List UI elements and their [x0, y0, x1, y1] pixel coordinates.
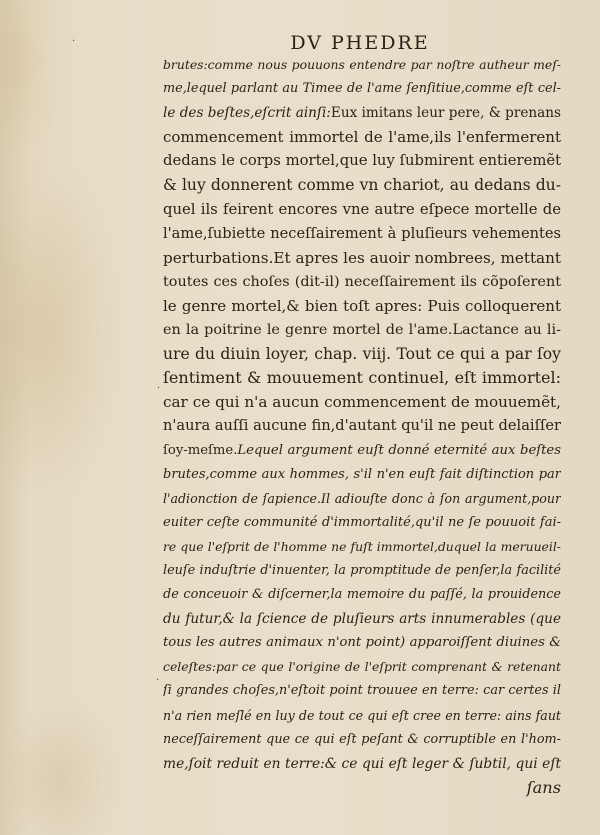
text-line	[163, 414, 561, 438]
roman-text: car ce qui n'a aucun commencement de mouuemẽt,	[163, 393, 561, 412]
italic-text: me,lequel parlant au Timee de l'ame ſenſitiue,comme eſt cel-	[163, 81, 561, 97]
italic-text: n'a rien meſlé en luy de tout ce qui eſt cree en terre: ains faut	[163, 707, 561, 723]
text-line	[163, 559, 561, 583]
text-line	[163, 270, 561, 294]
text-line	[163, 607, 561, 631]
text-line	[163, 173, 561, 197]
text-line	[163, 439, 561, 463]
italic-text: de conceuoir & diſcerner,la memoire du paſſé, la prouidence	[163, 587, 561, 603]
text-line	[163, 294, 561, 318]
text-line	[163, 583, 561, 607]
text-line	[163, 342, 561, 366]
italic-text: l'adionction de ſapience.Il adiouſte donc à ſon argument,pour	[163, 490, 561, 506]
margin-mark: ·	[72, 36, 76, 47]
text-line	[163, 463, 561, 487]
roman-text: toutes ces choſes (dit-il) neceſſairement ils cõpoſerent	[163, 273, 561, 290]
roman-text: commencement immortel de l'ame,ils l'enfermerent	[163, 128, 561, 147]
text-line	[163, 366, 561, 390]
italic-text: ſi grandes choſes,n'eſtoit point trouuee en terre: car certes il	[163, 683, 561, 699]
text-line	[163, 704, 561, 728]
roman-text: Eux imitans leur pere, & prenans	[330, 105, 561, 122]
text-line	[163, 487, 561, 511]
text-line	[163, 77, 561, 101]
text-line	[163, 679, 561, 703]
margin-mark: ·	[157, 383, 161, 394]
text-line	[163, 728, 561, 752]
text-line	[163, 535, 561, 559]
italic-text: re que l'eſprit de l'homme ne fuſt immortel,duquel la meruueil-	[163, 538, 561, 554]
text-line	[163, 318, 561, 342]
italic-text: du futur,& la ſcience de pluſieurs arts innumerables (que	[163, 611, 561, 628]
text-line	[163, 198, 561, 222]
running-header: DV PHEDRE	[290, 32, 430, 54]
text-line	[163, 511, 561, 535]
text-line	[163, 149, 561, 173]
text-line	[163, 125, 561, 149]
italic-text: leuſe induſtrie d'inuenter, la promptitude de penſer,la facilité	[163, 562, 561, 578]
catchword: ſans	[526, 777, 561, 797]
margin-mark: ·	[156, 675, 160, 686]
text-line	[163, 390, 561, 414]
italic-text: celeſtes:par ce que l'origine de l'eſprit comprenant & retenant	[163, 659, 561, 675]
text-line	[163, 101, 561, 125]
body-text	[163, 53, 561, 800]
roman-text: l'ame,ſubiette neceſſairement à pluſieurs vehementes	[163, 224, 561, 242]
text-line	[163, 655, 561, 679]
roman-text: quel ils feirent encores vne autre eſpece mortelle de	[163, 200, 561, 218]
italic-text: euiter ceſte communité d'immortalité,qu'il ne ſe pouuoit fai-	[163, 514, 561, 530]
italic-text: brutes:comme nous pouuons entendre par noſtre autheur meſ-	[163, 57, 561, 72]
italic-text: me,ſoit reduit en terre:& ce qui eſt leger & ſubtil, qui eſt	[163, 755, 561, 772]
roman-text: le genre mortel,& bien toſt apres: Puis colloquerent	[163, 296, 561, 315]
roman-text: & luy donnerent comme vn chariot, au dedans du-	[163, 176, 561, 195]
text-line	[163, 222, 561, 246]
text-line	[163, 246, 561, 270]
text-line	[163, 631, 561, 655]
roman-text: n'aura auſſi aucune fin,d'autant qu'il ne peut delaiſſer	[163, 417, 561, 435]
italic-text: brutes,comme aux hommes, s'il n'en euſt fait diſtinction par	[163, 466, 561, 482]
roman-text: dedans le corps mortel,que luy ſubmirent entieremẽt	[163, 152, 561, 170]
roman-text: en la poitrine le genre mortel de l'ame.Lactance au li-	[163, 322, 561, 339]
italic-text: neceſſairement que ce qui eſt peſant & corruptible en l'hom-	[163, 731, 561, 747]
italic-text: tous les autres animaux n'ont point) apparoiſſent diuines &	[163, 635, 561, 651]
text-line	[163, 53, 561, 77]
italic-text: le des beſtes,eſcrit ainſi:	[163, 105, 331, 122]
roman-text: ſoy-meſme.	[163, 442, 238, 458]
roman-text: perturbations.Et apres les auoir nombrees, mettant	[163, 248, 561, 267]
text-line	[163, 752, 561, 776]
italic-text: Lequel argument euſt donné eternité aux beſtes	[237, 442, 561, 458]
roman-text: ſentiment & mouuement continuel, eſt immortel:	[163, 368, 561, 388]
roman-text: ure du diuin loyer, chap. viij. Tout ce qui a par ſoy	[163, 345, 561, 364]
